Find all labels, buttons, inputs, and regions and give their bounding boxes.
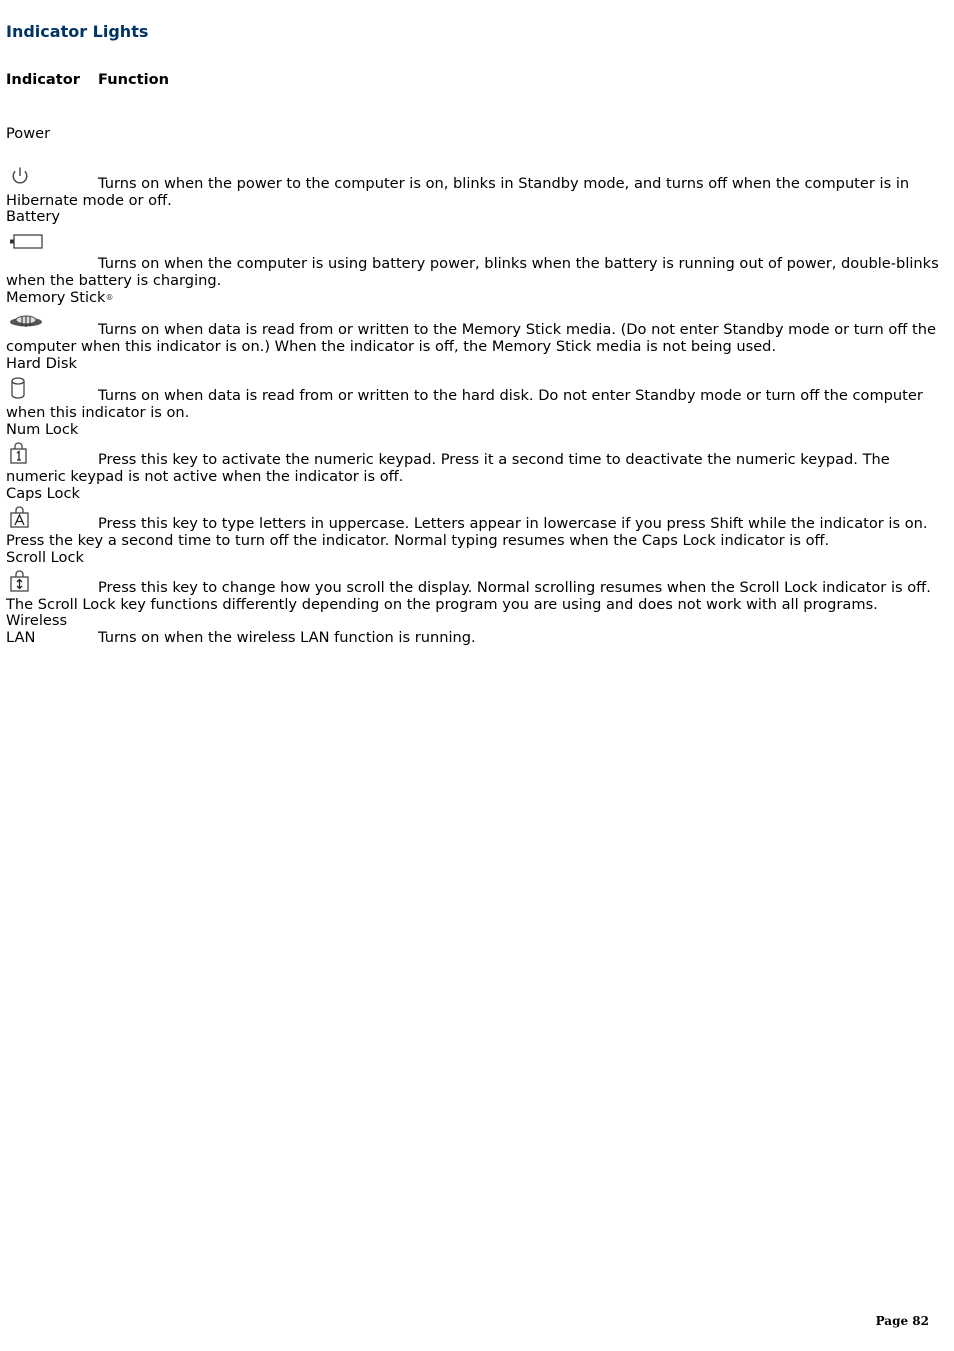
caps-lock-description: Press this key to type letters in uppercase. Letters appear in lowercase if you press Shift while the indicator is on. Press the key a second time to turn off the indicator. Normal typing resumes when the Caps Lock indicator is off.: [6, 515, 928, 549]
scroll-lock-label: Scroll Lock: [6, 549, 84, 566]
wireless-lan-description: Turns on when the wireless LAN function is running.: [98, 629, 476, 646]
memory-stick-label: Memory Stick®: [6, 289, 114, 306]
page-number: Page 82: [875, 1314, 929, 1328]
registered-mark: ®: [105, 293, 114, 302]
scroll-lock-description: Press this key to change how you scroll the display. Normal scrolling resumes when the Scroll Lock indicator is off. The Scroll Lock key functions differently depending on the program you are using and does not work with all programs.: [6, 579, 931, 613]
wireless-lan-label-line2: LAN: [6, 629, 36, 646]
page-title: Indicator Lights: [6, 22, 149, 41]
memory-stick-description: Turns on when data is read from or written to the Memory Stick media. (Do not enter Standby mode or turn off the computer when this indicator is on.) When the indicator is off, the Memory Stick media is not being used.: [6, 321, 936, 355]
wireless-lan-row: [6, 630, 944, 647]
battery-label: Battery: [6, 208, 61, 225]
caps-lock-label: Caps Lock: [6, 485, 80, 502]
power-label: Power: [6, 125, 51, 142]
indicator-column-header: Indicator: [6, 71, 80, 88]
num-lock-label: Num Lock: [6, 421, 79, 438]
hard-disk-label: Hard Disk: [6, 355, 77, 372]
battery-icon: [8, 232, 42, 254]
wireless-lan-label: Wireless: [6, 612, 68, 629]
power-description: Turns on when the power to the computer is on, blinks in Standby mode, and turns off when the computer is in Hibernate mode or off.: [6, 175, 910, 209]
function-column-header: Function: [98, 71, 170, 88]
hard-disk-description: Turns on when data is read from or written to the hard disk. Do not enter Standby mode or turn off the computer when this indicator is on.: [6, 387, 923, 421]
num-lock-description: Press this key to activate the numeric keypad. Press it a second time to deactivate the numeric keypad. The numeric keypad is not active when the indicator is off.: [6, 451, 890, 485]
battery-description: Turns on when the computer is using battery power, blinks when the battery is running out of power, double-blinks when the battery is charging.: [6, 255, 939, 289]
